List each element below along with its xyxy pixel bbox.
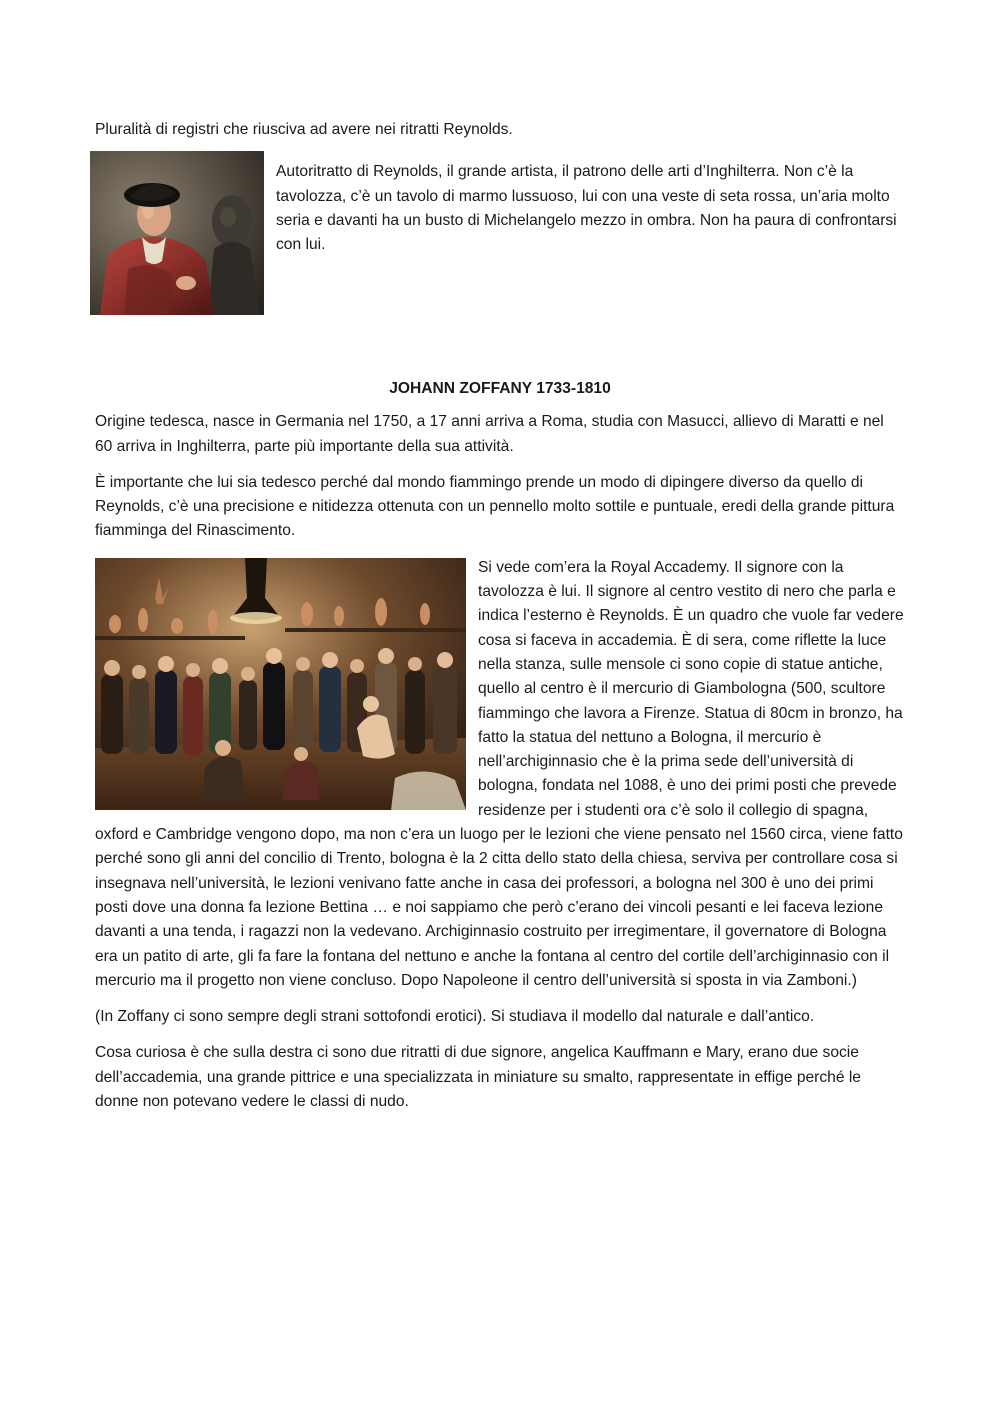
academy-description: Si vede com’era la Royal Accademy. Il signore con la tavolozza è lui. Il signore al centro vestito di nero che parla e indica l’esterno è Reynolds. È un quadro che vuole far vedere cosa si faceva in accademia. È di sera, come riflette la luce nella stanza, sulle mensole ci sono copie di statue antiche, quello al centro è il mercurio di Giambologna (500, scultore fiammingo che lavora a Firenze. Statua di 80cm in bronzo, ha fatto la statua del nettuno a Bologna, il mercurio è nell’archiginnasio che è la prima sede dell’università di bologna, fondata nel 1088, è uno dei primi posti che prevede residenze per i studenti ora c’è solo il collegio di spagna, oxford e Cambridge vengono dopo, ma non c’era un luogo per le lezioni che viene pensato nel 1560 circa, viene fatto perché sono gli anni del concilio di Trento, bologna è la 2 citta dello stato della chiesa, serviva per controllare cosa si insegnava nell’università, le lezioni venivano fatte anche in casa dei professori, a bologna nel 300 è uno dei primi posti dove una donna fa lezione Bettina … e noi sappiamo che però c’erano dei vincoli pesanti e lei faceva lezione davanti a una tenda, i ragazzi non la vedevano. Archiginnasio costruito per irregimentare, il governatore di Bologna era un patito di arte, gli fa fare la fontana del nettuno e anche la fontana al centro del cortile dell’archiginnasio con il mercurio ma il progetto non viene concluso. Dopo Napoleone il centro dell’università si sposta in via Zamboni.) — [95, 558, 904, 989]
section-title: JOHANN ZOFFANY 1733-1810 — [389, 380, 611, 398]
portrait-description: Autoritratto di Reynolds, il grande artista, il patrono delle arti d’Inghilterra. Non c’è la tavolozza, c’è un tavolo di marmo lussuoso, lui con una veste di seta rossa, un’aria molto seria e davanti ha un busto di Michelangelo mezzo in ombra. Non ha paura di confrontarsi con lui. — [276, 163, 897, 254]
reynolds-self-portrait-image — [90, 151, 264, 315]
royal-academy-painting-image — [95, 558, 466, 810]
paragraph-erotic: (In Zoffany ci sono sempre degli strani sottofondi erotici). Si studiava il modello dal naturale e dall’antico. — [95, 1008, 815, 1026]
document-page — [95, 118, 905, 1114]
academy-block — [95, 556, 905, 993]
paragraph-flemish: È importante che lui sia tedesco perché dal mondo fiammingo prende un modo di dipingere diverso da quello di Reynolds, c’è una precisione e nitidezza ottenuta con un pennello molto sottile e puntuale, eredi della grande pittura fiamminga del Rinascimento. — [95, 473, 895, 540]
paragraph-women-academicians: Cosa curiosa è che sulla destra ci sono due ritratti di due signore, angelica Kauffmann e Mary, erano due socie dell’accademia, una grande pittrice e una specializzata in miniature su smalto, rappresentate in effige perché le donne non potevano vedere le classi di nudo. — [95, 1044, 861, 1111]
intro-paragraph: Pluralità di registri che riusciva ad avere nei ritratti Reynolds. — [95, 121, 513, 138]
paragraph-origin: Origine tedesca, nasce in Germania nel 1750, a 17 anni arriva a Roma, studia con Masucci, allievo di Maratti e nel 60 arriva in Inghilterra, parte più importante della sua attività. — [95, 413, 884, 455]
